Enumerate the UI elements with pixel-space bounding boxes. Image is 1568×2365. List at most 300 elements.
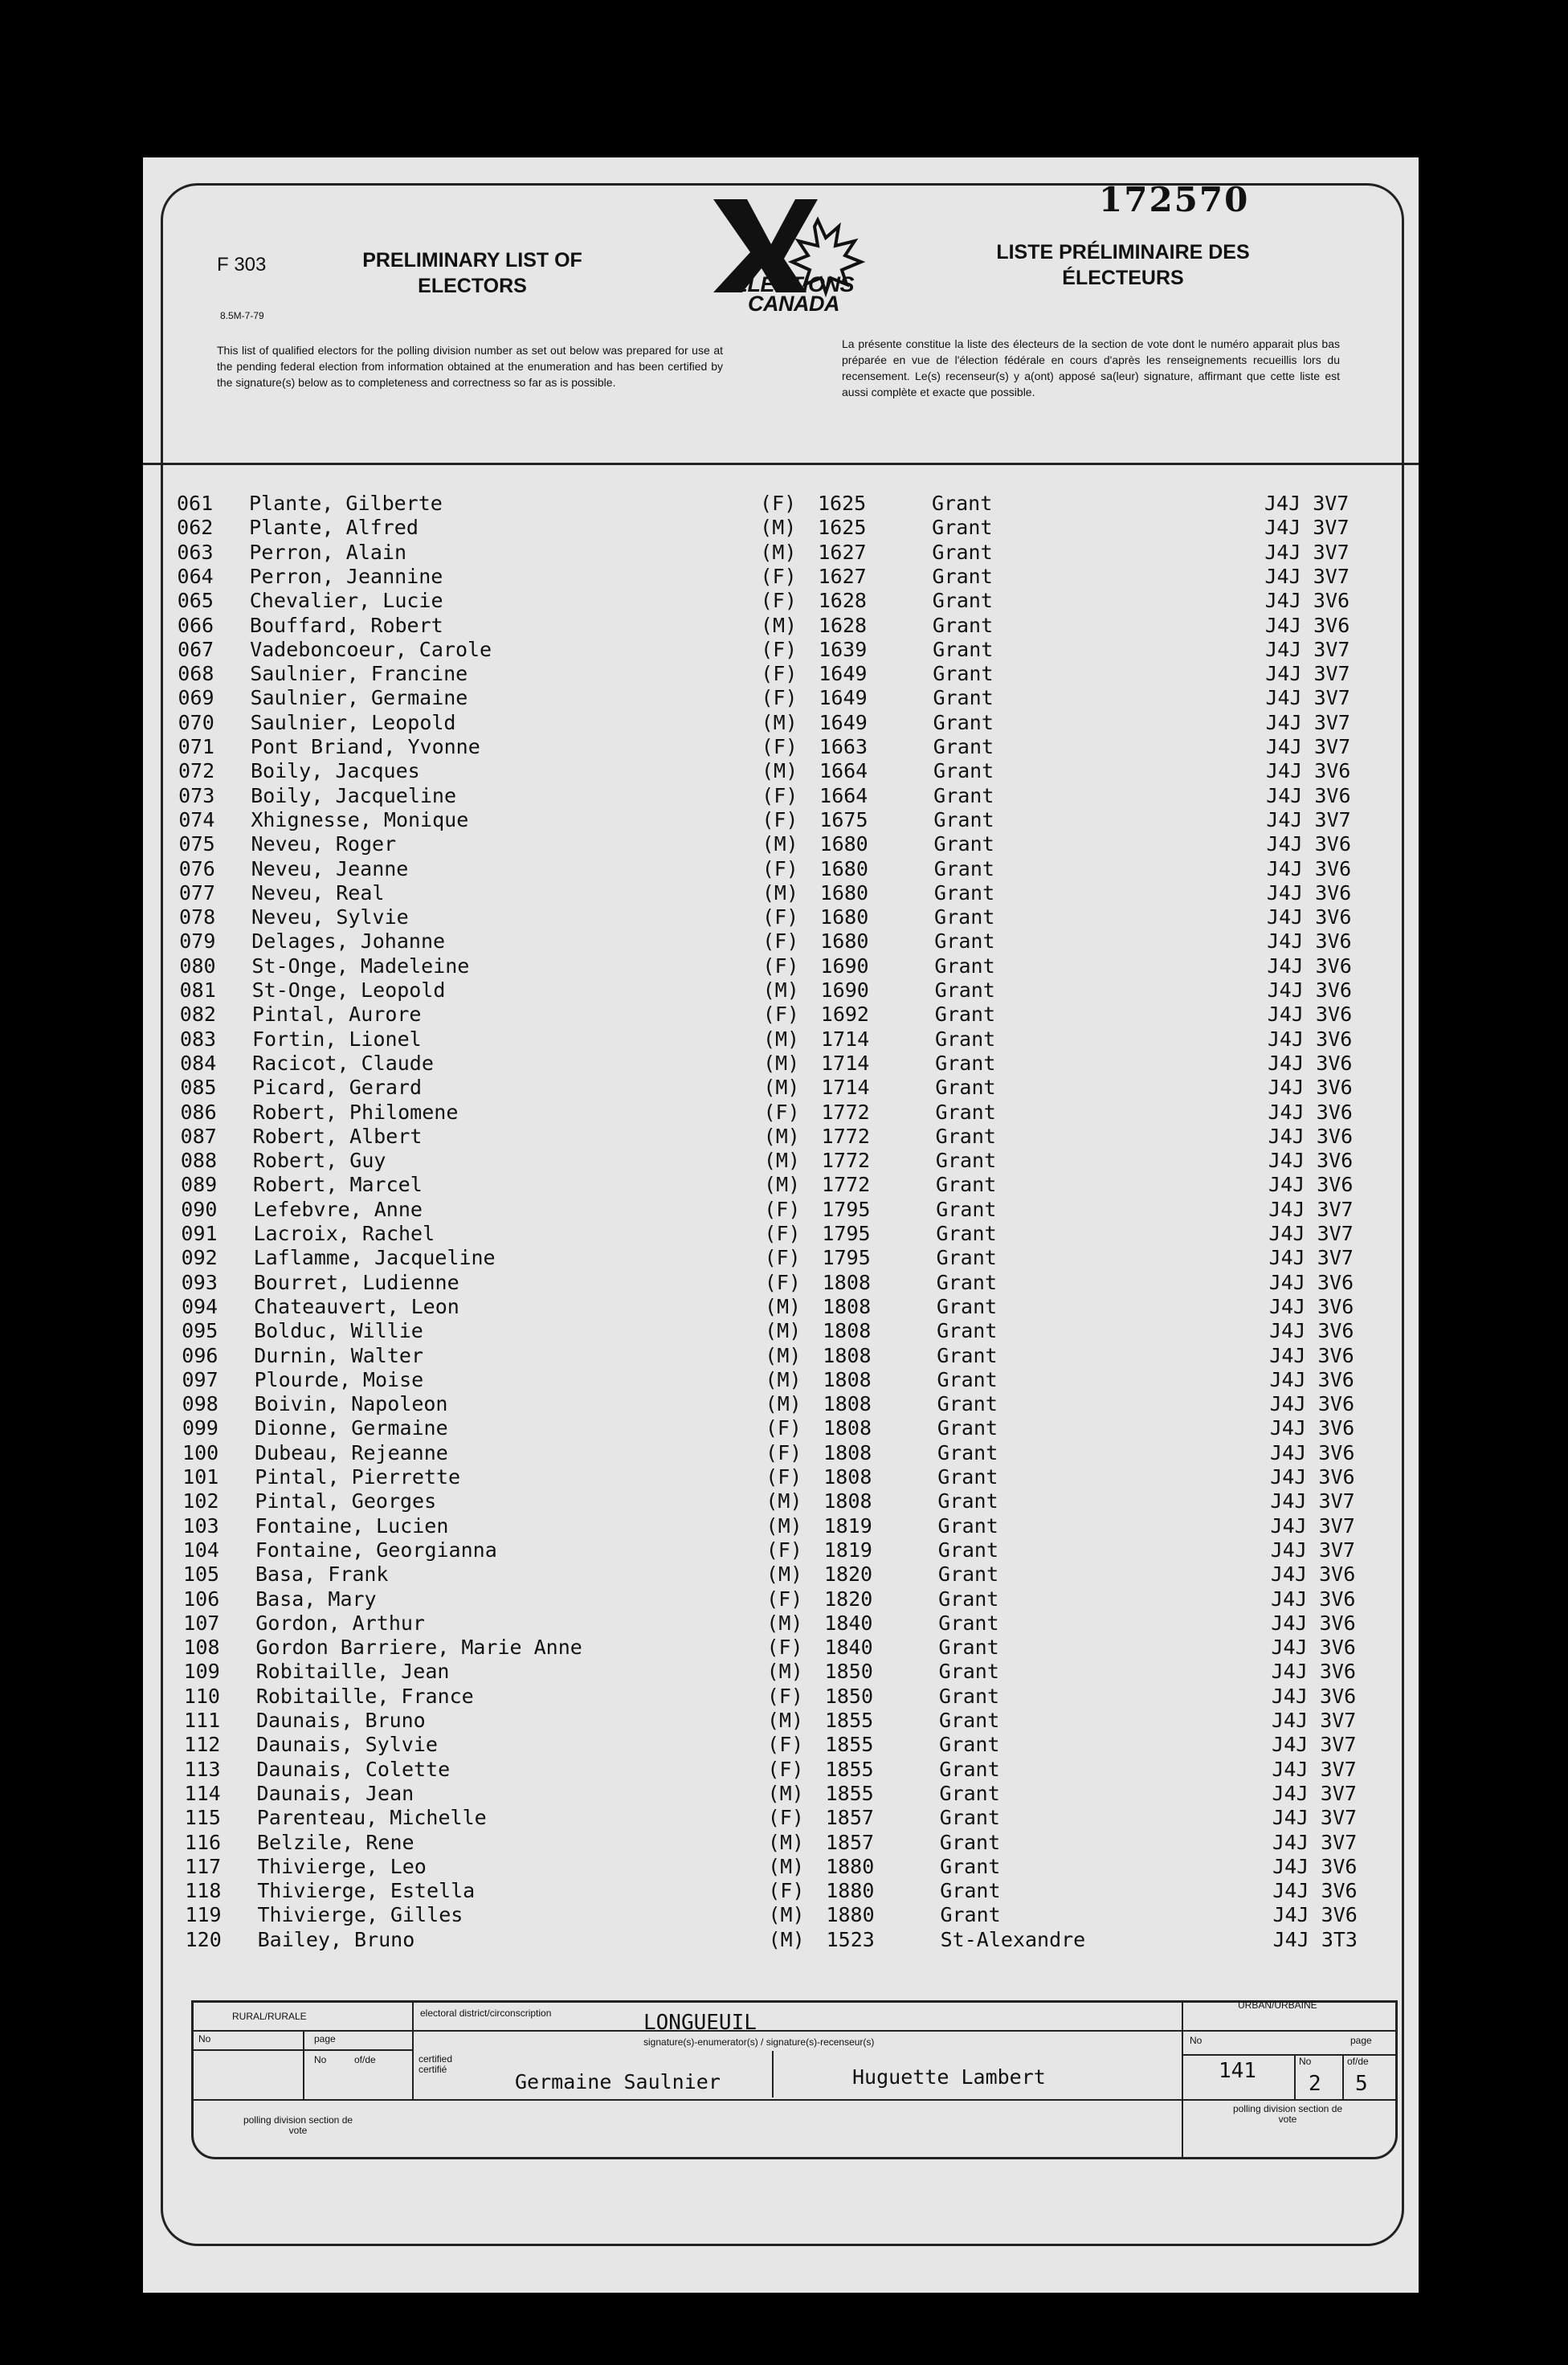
elector-number: 087 — [180, 1124, 217, 1148]
elector-sex: (F) — [762, 783, 798, 807]
header-divider — [143, 463, 1419, 465]
elector-number: 091 — [181, 1222, 218, 1245]
street-number: 1690 — [820, 978, 869, 1002]
elector-number: 097 — [182, 1367, 218, 1391]
postal-code: J4J 3V6 — [1271, 1660, 1356, 1684]
elector-number: 112 — [184, 1733, 221, 1757]
street-name: Grant — [937, 1465, 998, 1489]
street-name: Grant — [932, 516, 993, 540]
postal-code: J4J 3V6 — [1269, 1416, 1355, 1440]
street-number: 1850 — [824, 1660, 873, 1684]
street-number: 1714 — [820, 1027, 870, 1051]
street-number: 1523 — [826, 1927, 875, 1951]
street-name: Grant — [939, 1781, 1000, 1805]
urban-no-label: No — [1190, 2035, 1203, 2046]
elector-name: Pintal, Pierrette — [255, 1465, 461, 1489]
street-name: Grant — [938, 1611, 999, 1635]
street-name: Grant — [934, 905, 995, 929]
elector-sex: (M) — [760, 516, 797, 540]
electoral-district: LONGUEUIL — [643, 2011, 757, 2035]
title-french: LISTE PRÉLIMINAIRE DES ÉLECTEURS — [996, 241, 1250, 289]
postal-code: J4J 3V6 — [1272, 1879, 1358, 1903]
elector-number: 080 — [179, 954, 216, 978]
street-name: Grant — [935, 1100, 996, 1124]
elector-name: Robitaille, Jean — [255, 1660, 450, 1684]
elector-name: Thivierge, Gilles — [257, 1903, 463, 1927]
street-name: Grant — [933, 807, 994, 831]
elector-sex: (F) — [766, 1587, 803, 1611]
elector-sex: (M) — [765, 1392, 802, 1416]
elector-number: 079 — [179, 929, 216, 954]
elector-number: 103 — [182, 1513, 219, 1538]
street-number: 1680 — [820, 929, 869, 954]
street-number: 1808 — [823, 1367, 872, 1391]
elector-name: Pintal, Aurore — [251, 1003, 422, 1027]
street-number: 1808 — [823, 1465, 872, 1489]
postal-code: J4J 3V6 — [1268, 1051, 1353, 1075]
enumerator-signature-1: Germaine Saulnier — [515, 2070, 721, 2093]
rural-of-label: of/de — [354, 2054, 376, 2065]
postal-code: J4J 3V6 — [1266, 832, 1351, 856]
elector-sex: (M) — [766, 1660, 803, 1684]
postal-code: J4J 3V6 — [1271, 1587, 1356, 1611]
elector-name: Neveu, Roger — [251, 832, 397, 856]
street-name: Grant — [937, 1319, 998, 1343]
street-number: 1627 — [818, 564, 867, 588]
postal-code: J4J 3V7 — [1272, 1806, 1358, 1830]
elector-name: Plante, Alfred — [249, 516, 419, 540]
street-name: Grant — [937, 1343, 998, 1367]
elector-sex: (M) — [766, 1611, 803, 1635]
elector-name: Picard, Gerard — [252, 1076, 423, 1100]
street-name: St-Alexandre — [940, 1927, 1086, 1951]
elector-sex: (M) — [762, 978, 799, 1002]
street-name: Grant — [933, 832, 994, 856]
elector-number: 074 — [178, 807, 215, 831]
elector-sex: (F) — [765, 1416, 802, 1440]
postal-code: J4J 3V7 — [1264, 492, 1350, 515]
elector-number: 082 — [179, 1003, 216, 1027]
street-name: Grant — [939, 1709, 1000, 1732]
elector-name: Fortin, Lionel — [251, 1027, 422, 1051]
street-number: 1664 — [819, 783, 868, 807]
street-name: Grant — [935, 1076, 996, 1100]
elector-sex: (F) — [764, 1222, 801, 1245]
elector-name: Plourde, Moise — [254, 1367, 424, 1391]
elector-sex: (F) — [762, 1003, 799, 1027]
elector-sex: (F) — [763, 1100, 800, 1124]
street-name: Grant — [934, 1003, 996, 1027]
elector-name: Thivierge, Leo — [257, 1854, 427, 1878]
street-number: 1627 — [818, 540, 867, 564]
elector-number: 113 — [184, 1757, 221, 1781]
logo-text: ELECTIONS CANADA — [733, 272, 854, 316]
elector-name: Saulnier, Leopold — [250, 710, 456, 734]
street-number: 1680 — [819, 832, 868, 856]
postal-code: J4J 3V6 — [1266, 783, 1351, 807]
street-number: 1628 — [818, 613, 868, 637]
urban-label: URBAN/URBAINE — [1238, 1999, 1317, 2011]
postal-code: J4J 3V7 — [1272, 1733, 1357, 1757]
elector-number: 066 — [177, 613, 214, 637]
street-number: 1819 — [823, 1538, 872, 1562]
postal-code: J4J 3V6 — [1271, 1611, 1356, 1635]
street-name: Grant — [933, 880, 995, 905]
elector-sex: (F) — [768, 1879, 805, 1903]
street-name: Grant — [936, 1173, 997, 1197]
elector-number: 105 — [182, 1562, 220, 1587]
street-name: Grant — [933, 783, 994, 807]
street-name: Grant — [933, 710, 994, 734]
elector-name: Chateauvert, Leon — [253, 1294, 459, 1318]
elector-sex: (M) — [765, 1343, 802, 1367]
elector-name: Pont Briand, Yvonne — [250, 735, 480, 758]
elector-sex: (M) — [761, 710, 798, 734]
postal-code: J4J 3V6 — [1268, 1270, 1354, 1294]
elector-name: St-Onge, Leopold — [251, 978, 446, 1002]
street-name: Grant — [933, 735, 994, 758]
postal-code: J4J 3V6 — [1266, 856, 1352, 880]
elector-name: Thivierge, Estella — [257, 1879, 476, 1903]
street-number: 1855 — [825, 1709, 874, 1732]
postal-code: J4J 3V6 — [1268, 1173, 1354, 1197]
postal-code: J4J 3V6 — [1270, 1562, 1356, 1587]
elector-number: 114 — [184, 1781, 221, 1805]
street-number: 1649 — [819, 710, 868, 734]
elector-sex: (M) — [760, 540, 797, 564]
elector-number: 111 — [184, 1709, 221, 1732]
street-number: 1692 — [820, 1003, 869, 1027]
postal-code: J4J 3V6 — [1269, 1343, 1354, 1367]
elector-name: Bourret, Ludienne — [253, 1270, 459, 1294]
postal-code: J4J 3V6 — [1267, 1003, 1353, 1027]
postal-code: J4J 3V6 — [1267, 929, 1352, 954]
postal-code: J4J 3V7 — [1272, 1709, 1357, 1732]
elector-number: 106 — [183, 1587, 220, 1611]
elector-name: Perron, Alain — [249, 540, 407, 564]
elector-number: 069 — [178, 686, 214, 710]
street-name: Grant — [936, 1197, 997, 1221]
street-number: 1772 — [821, 1149, 871, 1173]
street-number: 1808 — [823, 1392, 872, 1416]
urban-polling-division-label: polling division section de vote — [1232, 2103, 1343, 2125]
street-name: Grant — [932, 564, 993, 588]
elector-name: Plante, Gilberte — [249, 492, 443, 515]
elector-sex: (F) — [760, 589, 797, 613]
elector-name: Saulnier, Germaine — [250, 686, 468, 710]
elector-name: Bolduc, Willie — [254, 1319, 423, 1343]
street-name: Grant — [933, 856, 994, 880]
elector-sex: (F) — [766, 1684, 803, 1708]
elector-sex: (F) — [762, 905, 799, 929]
postal-code: J4J 3V6 — [1267, 905, 1352, 929]
elector-name: Robert, Marcel — [253, 1173, 423, 1197]
page-total: 5 — [1355, 2072, 1368, 2096]
postal-code: J4J 3V7 — [1264, 540, 1350, 564]
elector-sex: (M) — [762, 832, 798, 856]
elector-number: 095 — [182, 1319, 218, 1343]
street-number: 1880 — [826, 1879, 875, 1903]
elector-sex: (F) — [762, 807, 798, 831]
elector-number: 084 — [180, 1051, 217, 1075]
street-name: Grant — [938, 1587, 999, 1611]
street-name: Grant — [940, 1879, 1001, 1903]
elector-name: Perron, Jeannine — [249, 564, 443, 588]
elector-number: 085 — [180, 1076, 217, 1100]
street-name: Grant — [936, 1270, 998, 1294]
elector-name: Dionne, Germaine — [254, 1416, 448, 1440]
elector-sex: (M) — [765, 1319, 802, 1343]
elector-number: 062 — [177, 516, 214, 540]
elector-sex: (M) — [763, 1124, 800, 1148]
elector-name: Basa, Mary — [255, 1587, 377, 1611]
rural-page-no-label: No — [314, 2054, 327, 2065]
elector-number: 110 — [183, 1684, 220, 1708]
elector-sex: (F) — [762, 929, 799, 954]
street-number: 1819 — [823, 1513, 872, 1538]
elector-number: 098 — [182, 1392, 218, 1416]
postal-code: J4J 3V6 — [1267, 1027, 1353, 1051]
postal-code: J4J 3V7 — [1268, 1222, 1354, 1245]
street-name: Grant — [937, 1392, 998, 1416]
street-name: Grant — [937, 1367, 998, 1391]
elector-name: Xhignesse, Monique — [251, 807, 469, 831]
elector-name: Robert, Albert — [252, 1124, 423, 1148]
elector-number: 067 — [178, 637, 214, 661]
elector-sex: (F) — [767, 1733, 804, 1757]
street-number: 1855 — [825, 1757, 874, 1781]
enumerator-signature-2: Huguette Lambert — [852, 2065, 1046, 2089]
elector-number: 076 — [178, 856, 215, 880]
elector-number: 078 — [179, 905, 216, 929]
elector-number: 101 — [182, 1465, 219, 1489]
elector-name: Neveu, Real — [251, 880, 385, 905]
street-name: Grant — [935, 1149, 997, 1173]
street-number: 1639 — [819, 637, 868, 661]
postal-code: J4J 3V6 — [1268, 1294, 1354, 1318]
rural-page-label: page — [314, 2033, 336, 2044]
elector-name: Robitaille, France — [255, 1684, 474, 1708]
elector-name: Belzile, Rene — [256, 1830, 414, 1854]
street-name: Grant — [939, 1830, 1001, 1854]
street-number: 1772 — [821, 1124, 870, 1148]
elector-number: 108 — [183, 1636, 220, 1660]
elector-sex: (M) — [763, 1149, 801, 1173]
elector-sex: (M) — [766, 1562, 803, 1587]
street-name: Grant — [937, 1538, 998, 1562]
street-name: Grant — [936, 1246, 997, 1270]
street-name: Grant — [937, 1440, 998, 1464]
elector-number: 104 — [182, 1538, 219, 1562]
postal-code: J4J 3V7 — [1265, 735, 1351, 758]
postal-code: J4J 3T3 — [1272, 1927, 1358, 1951]
street-number: 1649 — [819, 662, 868, 686]
elector-sex: (M) — [766, 1513, 802, 1538]
postal-code: J4J 3V6 — [1265, 759, 1351, 783]
street-number: 1855 — [825, 1781, 874, 1805]
street-name: Grant — [932, 492, 993, 515]
urban-page-label: page — [1350, 2035, 1372, 2046]
elector-name: Bailey, Bruno — [257, 1927, 415, 1951]
elector-name: Daunais, Colette — [256, 1757, 451, 1781]
street-name: Grant — [937, 1562, 999, 1587]
street-number: 1664 — [819, 759, 868, 783]
street-number: 1680 — [819, 856, 868, 880]
street-number: 1808 — [823, 1416, 872, 1440]
postal-code: J4J 3V6 — [1268, 1124, 1354, 1148]
postal-code: J4J 3V7 — [1265, 662, 1350, 686]
postal-code: J4J 3V6 — [1269, 1319, 1354, 1343]
street-name: Grant — [932, 540, 993, 564]
street-name: Grant — [936, 1222, 997, 1245]
elector-number: 061 — [177, 492, 214, 515]
elector-name: Daunais, Bruno — [256, 1709, 426, 1732]
elector-sex: (F) — [762, 856, 798, 880]
rural-polling-division-label: polling division section de vote — [243, 2114, 353, 2136]
elector-number: 071 — [178, 735, 214, 758]
street-number: 1808 — [823, 1319, 872, 1343]
elector-sex: (M) — [763, 1076, 800, 1100]
postal-code: J4J 3V7 — [1272, 1830, 1358, 1854]
elector-sex: (F) — [764, 1270, 801, 1294]
elector-sex: (F) — [761, 662, 798, 686]
elector-name: Parenteau, Michelle — [256, 1806, 487, 1830]
street-number: 1680 — [819, 880, 869, 905]
elector-number: 102 — [182, 1489, 219, 1513]
street-number: 1772 — [821, 1100, 870, 1124]
elector-name: St-Onge, Madeleine — [251, 954, 470, 978]
elector-name: Robert, Guy — [252, 1149, 386, 1173]
postal-code: J4J 3V7 — [1268, 1197, 1354, 1221]
elector-name: Robert, Philomene — [252, 1100, 459, 1124]
street-number: 1857 — [825, 1806, 874, 1830]
street-name: Grant — [935, 1124, 996, 1148]
postal-code: J4J 3V7 — [1268, 1246, 1354, 1270]
postal-code: J4J 3V6 — [1268, 1076, 1353, 1100]
elector-number: 099 — [182, 1416, 218, 1440]
postal-code: J4J 3V6 — [1268, 1100, 1353, 1124]
elector-list-sheet — [143, 157, 1419, 2293]
elector-sex: (M) — [764, 1294, 802, 1318]
elector-sex: (F) — [766, 1636, 803, 1660]
street-name: Grant — [937, 1489, 998, 1513]
street-number: 1808 — [822, 1294, 872, 1318]
elector-number: 109 — [183, 1660, 220, 1684]
street-number: 1795 — [822, 1222, 871, 1245]
elector-number: 083 — [179, 1027, 217, 1051]
postal-code: J4J 3V7 — [1272, 1757, 1357, 1781]
rural-no-label: No — [198, 2033, 211, 2044]
elector-number: 094 — [181, 1294, 218, 1318]
street-name: Grant — [935, 1051, 996, 1075]
elector-name: Gordon, Arthur — [255, 1611, 425, 1635]
certified-label: certified certifié — [419, 2053, 453, 2075]
elector-sex: (F) — [766, 1440, 802, 1464]
elector-sex: (M) — [763, 1051, 800, 1075]
elector-name: Durnin, Walter — [254, 1343, 424, 1367]
street-number: 1795 — [822, 1246, 871, 1270]
street-name: Grant — [939, 1757, 1000, 1781]
elector-name: Chevalier, Lucie — [249, 589, 443, 613]
postal-code: J4J 3V6 — [1267, 978, 1352, 1002]
street-name: Grant — [934, 954, 995, 978]
street-name: Grant — [937, 1416, 998, 1440]
postal-code: J4J 3V7 — [1264, 516, 1350, 540]
rural-label: RURAL/RURALE — [232, 2011, 307, 2022]
elector-sex: (F) — [767, 1757, 804, 1781]
elector-number: 119 — [185, 1903, 222, 1927]
street-number: 1795 — [822, 1197, 871, 1221]
elector-number: 092 — [181, 1246, 218, 1270]
form-print-code: 8.5M-7-79 — [220, 310, 264, 321]
elector-name: Saulnier, Francine — [250, 662, 468, 686]
street-name: Grant — [932, 613, 994, 637]
elector-sex: (M) — [767, 1830, 805, 1854]
postal-code: J4J 3V7 — [1265, 710, 1350, 734]
street-name: Grant — [933, 686, 994, 710]
elector-sex: (M) — [760, 613, 798, 637]
elector-number: 090 — [181, 1197, 218, 1221]
street-number: 1680 — [820, 905, 869, 929]
elector-sex: (F) — [760, 492, 797, 515]
street-number: 1714 — [821, 1076, 870, 1100]
elector-number: 077 — [178, 880, 216, 905]
elector-sex: (F) — [766, 1465, 802, 1489]
title-english: PRELIMINARY LIST OF ELECTORS — [362, 249, 582, 297]
elector-number: 075 — [178, 832, 215, 856]
street-name: Grant — [938, 1684, 1000, 1708]
postal-code: J4J 3V6 — [1264, 589, 1350, 613]
postal-code: J4J 3V6 — [1270, 1440, 1355, 1464]
postal-code: J4J 3V7 — [1265, 637, 1350, 661]
street-name: Grant — [933, 662, 994, 686]
elector-name: Fontaine, Georgianna — [255, 1538, 497, 1562]
street-number: 1820 — [824, 1587, 873, 1611]
elector-name: Delages, Johanne — [251, 929, 446, 954]
street-number: 1675 — [819, 807, 868, 831]
elector-sex: (M) — [768, 1927, 805, 1951]
postal-code: J4J 3V6 — [1264, 613, 1350, 637]
elector-sex: (M) — [762, 1027, 800, 1051]
street-name: Grant — [939, 1733, 1000, 1757]
elector-number: 120 — [185, 1927, 222, 1951]
elector-sex: (F) — [767, 1806, 804, 1830]
elector-name: Boily, Jacques — [250, 759, 420, 783]
street-name: Grant — [934, 978, 995, 1002]
elector-number: 068 — [178, 662, 214, 686]
street-number: 1880 — [826, 1903, 875, 1927]
elector-sex: (M) — [768, 1854, 805, 1878]
elector-sex: (F) — [764, 1246, 801, 1270]
elector-sex: (M) — [765, 1367, 802, 1391]
postal-code: J4J 3V7 — [1270, 1538, 1356, 1562]
elector-number: 118 — [185, 1879, 222, 1903]
form-code: F 303 — [217, 254, 267, 276]
postal-code: J4J 3V6 — [1268, 1149, 1354, 1173]
elector-name: Daunais, Sylvie — [256, 1733, 438, 1757]
postal-code: J4J 3V6 — [1272, 1903, 1358, 1927]
street-name: Grant — [940, 1854, 1001, 1878]
elector-number: 086 — [180, 1100, 217, 1124]
street-number: 1808 — [822, 1270, 871, 1294]
elector-name: Daunais, Jean — [256, 1781, 414, 1805]
intro-paragraph-english: This list of qualified electors for the polling division number as set out below was prepared for use at the pending federal election from information obtained at the enumeration and has been certified by the signature(s) below as to completeness and correctness so far as is possible. — [217, 344, 723, 389]
street-number: 1857 — [825, 1830, 875, 1854]
street-number: 1840 — [824, 1636, 873, 1660]
elector-sex: (F) — [761, 735, 798, 758]
elector-number: 107 — [183, 1611, 220, 1635]
elector-number: 117 — [185, 1854, 222, 1878]
